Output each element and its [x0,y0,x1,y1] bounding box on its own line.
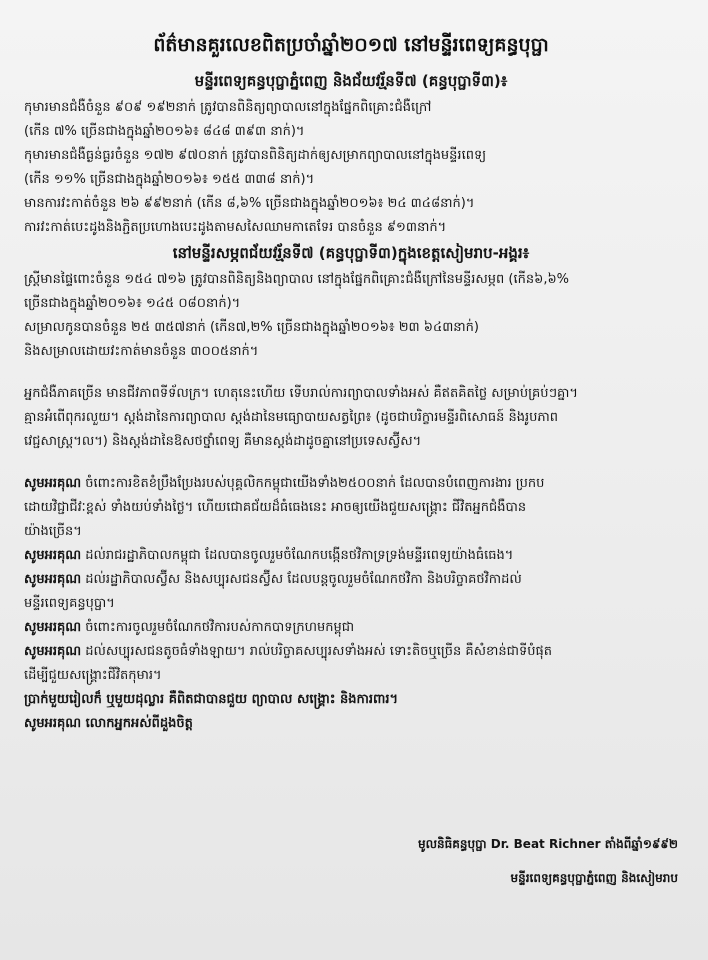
section2-line: ច្រើនជាងក្នុងឆ្នាំ២០១៦៖ ១៤៥ ០៨០នាក់)។ [24,296,241,311]
paragraph3-line: អ្នកជំងឺភាគច្រើន មានជីវភាពទីទ័លក្រ។ ហេតុនេះហើយ ទើបរាល់ការព្យាបាលទាំងអស់ គឺឥតគិតថ្លៃ សម្រាប់គ្រប់ៗគ្នា។ [24,386,578,401]
section2-line: សម្រាលកូនបានចំនួន ២៥ ៣៥៧នាក់ (កើន៧,២% ច្រើនជាងក្នុងឆ្នាំ២០១៦៖ ២៣ ៦៤៣នាក់) [24,320,480,335]
thanks-text: មន្ទីរពេទ្យគន្ធបុប្ផា។ [24,596,115,611]
thanks-text: ចំពោះការចូលរួមចំណែកថវិការបស់កាកបាទក្រហមកម្ពុជា [85,620,355,635]
section1-line: ការវះកាត់បេះដូងនិងភ្ជិតប្រហោងបេះដូងតាមសសៃឈាមកាតេទែរ បានចំនួន ៩១៣នាក់។ [24,220,447,235]
section2-body [24,268,678,364]
section1-line: កុមារមានជំងឺធ្ងន់ធ្ងរចំនួន ១៧២ ៩៧០នាក់ ត្រូវបានពិនិត្យដាក់ឲ្យសម្រាកព្យាបាលនៅក្នុងមន្ទីរពេទ្យ [24,148,487,163]
thanks-text: ដល់រដ្ឋាភិបាលស្វ៊ីស និងសប្បុរសជនស្វ៊ីស ដែលបន្តចូលរួមចំណែកថវិកា និងបរិច្ចាគថវិកាដល់ [85,572,522,587]
thanks-block-5 [24,640,678,688]
founder-name: Dr. Beat Richner [490,837,601,851]
paragraph3-line: វេជ្ជសាស្ត្រ។ល។) និងស្តង់ដានៃឱសថថ្នាំពេទ្យ គឺមានស្តង់ដាដូចគ្នានៅប្រទេសស្វ៊ីស។ [24,434,422,449]
thanks-text: យ៉ាងច្រើន។ [24,524,82,539]
paragraph-free-treatment [24,382,678,454]
thanks-label: សូមអរគុណ [24,476,82,491]
section2-heading: នៅមន្ទីរសម្ភពជ័យវរ្ម័នទី៧ (គន្ធបុប្ផាទី៣)ក្នុងខេត្តសៀមរាប-អង្គរ៖ [172,244,530,262]
thanks-label: សូមអរគុណ [24,644,82,659]
thanks-block-3 [24,568,678,616]
thanks-text: ដោយវិជ្ជាជីវៈខ្ពស់ ទាំងយប់ទាំងថ្ងៃ។ ហើយជោគជ័យដ៏ធំធេងនេះ អាចឲ្យយើងជួយសង្គ្រោះ ជីវិតអ្នកជំងឺបាន [24,500,527,515]
spacer [24,454,678,472]
thanks-text: ដល់រាជរដ្ឋាភិបាលកម្ពុជា ដែលបានចូលរួមចំណែកបង្កើនថវិកាទ្រទ្រង់មន្ទីរពេទ្យយ៉ាងធំធេង។ [85,548,514,563]
founded-year: តាំងពីឆ្នាំ១៩៩២ [604,837,678,851]
closing-line: សូមអរគុណ លោកអ្នកអស់ពីដួងចិត្ត [24,716,193,731]
foundation-name: មូលនិធិគន្ធបុប្ផា [418,837,487,851]
thanks-block-2 [24,544,678,568]
document-title: ព័ត៌មានគួរលេខពិតប្រចាំឆ្នាំ២០១៧ នៅមន្ទីរពេទ្យគន្ធបុប្ផា [153,34,549,56]
section2-line: ស្ត្រីមានផ្ទៃពោះចំនួន ១៥៤ ៧១៦ ត្រូវបានពិនិត្យនិងព្យាបាល នៅក្នុងផ្នែកពិគ្រោះជំងឺក្រៅនៃមន្ទីរសម្ភព (កើន៦,៦% [24,272,570,287]
paragraph3-line: គ្មានអំពើពុករលួយ។ ស្តង់ដានៃការព្យាបាល ស្តង់ដានៃមធ្យោបាយសត្វព្រៃ៖ (ដូចជាបរិក្ខារមន្ទីរពិសោធន៍ និងរូបភាព [24,410,558,425]
spacer [24,364,678,382]
section1-line: (កើន ៧% ច្រើនជាងក្នុងឆ្នាំ២០១៦៖ ៨៤៨ ៣៩៣ នាក់)។ [24,124,305,139]
thanks-block-1 [24,472,678,544]
signature-line-2: មន្ទីរពេទ្យគន្ធបុប្ផាភ្នំពេញ និងសៀមរាប [510,871,678,885]
thanks-text: ដើម្បីជួយសង្គ្រោះជីវិតកុមារ។ [24,668,162,683]
thanks-label: សូមអរគុណ [24,548,82,563]
section1-line: កុមារមានជំងឺចំនួន ៩០៩ ១៩២នាក់ ត្រូវបានពិនិត្យព្យាបាលនៅក្នុងផ្នែកពិគ្រោះជំងឺក្រៅ [24,100,432,115]
thanks-label: សូមអរគុណ [24,620,82,635]
closing-block [24,688,678,736]
thanks-label: សូមអរគុណ [24,572,82,587]
section1-body [24,96,678,240]
section1-line: មានការវះកាត់ចំនួន ២៦ ៩៩២នាក់ (កើន ៨,៦% ច្រើនជាងក្នុងឆ្នាំ២០១៦៖ ២៤ ៣៤៨នាក់)។ [24,196,475,211]
thanks-text: ចំពោះការខិតខំប្រឹងប្រែងរបស់បុគ្គលិកកម្ពុជាយើងទាំង២៥០០នាក់ ដែលបានបំពេញការងារ ប្រកប [85,476,545,491]
signature-line-1 [418,836,678,854]
section2-line: និងសម្រាលដោយវះកាត់មានចំនួន ៣០០៥នាក់។ [24,344,259,359]
section1-heading: មន្ទីរពេទ្យគន្ធបុប្ផាភ្នំពេញ និងជ័យវរ្ម័នទី៧ (គន្ធបុប្ផាទី៣)៖ [194,72,508,90]
section1-line: (កើន ១១% ច្រើនជាងក្នុងឆ្នាំ២០១៦៖ ១៥៥ ៣៣៨ នាក់)។ [24,172,315,187]
thanks-text: ដល់សប្បុរសជនតូចធំទាំងឡាយ។ រាល់បរិច្ចាគសប្បុរសទាំងអស់ ទោះតិចឬច្រើន គឺសំខាន់ជាទីបំផុត [85,644,553,659]
closing-line: ប្រាក់មួយរៀលក៏ ឬមួយដុល្លារ គឺពិតជាបានជួយ ព្យាបាល សង្គ្រោះ និងការពារ។ [24,692,399,707]
thanks-block-4 [24,616,678,640]
